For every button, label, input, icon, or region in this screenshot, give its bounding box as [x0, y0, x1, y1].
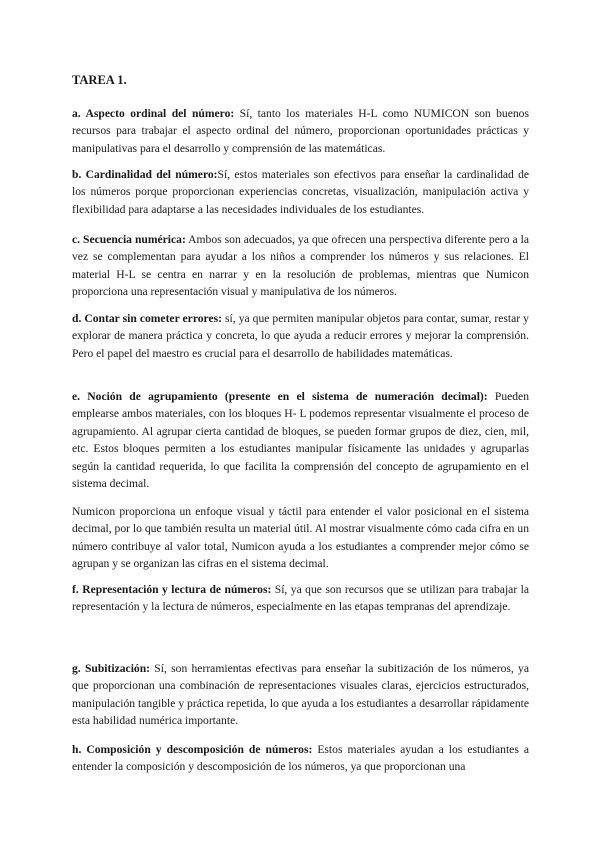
section-e-continued — [72, 503, 529, 573]
section-g-label: g. Subitización: — [72, 662, 151, 675]
section-c-label: c. Secuencia numérica: — [72, 233, 186, 246]
section-f — [72, 581, 529, 616]
document-title: TAREA 1. — [72, 73, 127, 87]
section-g — [72, 660, 529, 730]
section-d-text: sí, ya que permiten manipular objetos para contar, sumar, restar y explorar de manera práctica y concreta, lo que ayuda a reducir errores y mejorar la comprensión. Pero el papel del maestro es crucial para el desarrollo de habilidades matemáticas. — [72, 312, 529, 360]
section-f-label: f. Representación y lectura de números: — [72, 583, 272, 596]
section-d-label: d. Contar sin cometer errores: — [72, 312, 223, 325]
section-f-text: Sí, ya que son recursos que se utilizan para trabajar la representación y la lectura de números, especialmente en las etapas tempranas del aprendizaje. — [72, 583, 529, 614]
section-b-label: b. Cardinalidad del número: — [72, 168, 218, 181]
section-a-text: Sí, tanto los materiales H-L como NUMICON son buenos recursos para trabajar el aspecto ordinal del número, proporcionan oportunidades prácticas y manipulativas para el desarrollo y comprensión de las matemáticas. — [72, 107, 529, 155]
section-g-text: Sí, son herramientas efectivas para enseñar la subitización de los números, ya que proporcionan una combinación de representaciones visuales claras, ejercicios estructurados, manipulación tangible y práctica repetida, lo que ayuda a los estudiantes a desarrollar rápidamente esta habilidad numérica importante. — [72, 662, 529, 728]
section-c — [72, 231, 529, 301]
section-a — [72, 105, 529, 157]
section-e-continued-text: Numicon proporciona un enfoque visual y táctil para entender el valor posicional en el sistema decimal, por lo que también resulta un material útil. Al mostrar visualmente cómo cada cifra en un número contribuye al valor total, Numicon ayuda a los estudiantes a comprender mejor cómo se agrupan y se organizan las cifras en el sistema decimal. — [72, 505, 529, 571]
section-e — [72, 388, 529, 492]
section-h — [72, 741, 529, 776]
section-h-label: h. Composición y descomposición de números: — [72, 743, 313, 756]
section-b-text: Sí, estos materiales son efectivos para enseñar la cardinalidad de los números porque proporcionan experiencias concretas, visualización, manipulación activa y flexibilidad para adaptarse a las necesidades individuales de los estudiantes. — [72, 168, 530, 216]
section-e-text: Pueden emplearse ambos materiales, con los bloques H- L podemos representar visualmente el proceso de agrupamiento. Al agrupar cierta cantidad de bloques, se pueden formar grupos de diez, cien, mil, etc. Estos bloques permiten a los estudiantes manipular físicamente las unidades y agruparlas según la cantidad requerida, lo que facilita la comprensión del concepto de agrupamiento en el sistema decimal. — [72, 390, 529, 491]
section-d — [72, 310, 529, 362]
section-e-label: e. Noción de agrupamiento (presente en el sistema de numeración decimal): — [72, 390, 488, 403]
section-c-text: Ambos son adecuados, ya que ofrecen una perspectiva diferente pero a la vez se complementan para ayudar a los niños a comprender los números y sus relaciones. El material H-L se centra en narrar y en la resolución de problemas, mientras que Numicon proporciona una representación visual y manipulativa de los números. — [72, 233, 530, 299]
section-b — [72, 166, 529, 218]
section-h-text: Estos materiales ayudan a los estudiantes a entender la composición y descomposición de los números, ya que proporcionan una — [72, 743, 529, 774]
section-a-label: a. Aspecto ordinal del número: — [72, 107, 235, 120]
